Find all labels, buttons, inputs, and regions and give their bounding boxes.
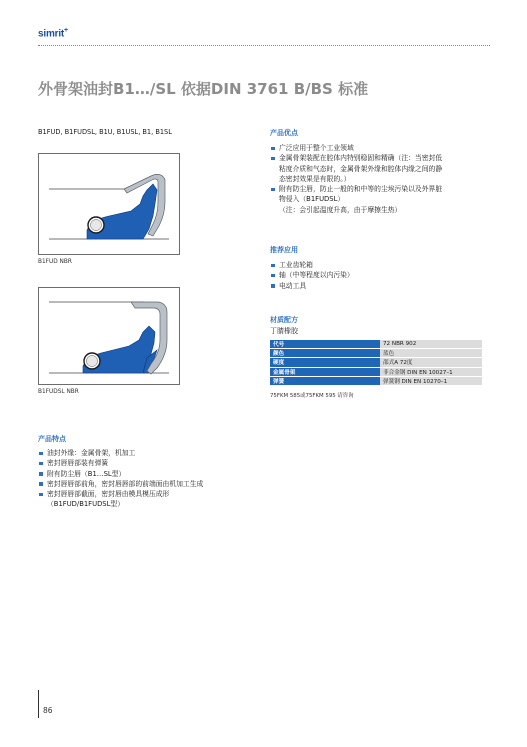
applications-list (270, 260, 500, 291)
applications-heading: 推荐应用 (270, 246, 298, 254)
list-item-continuation: 态密封效果是有限的。） (279, 174, 351, 183)
list-item: 附有防尘唇（B1…SL型） (38, 469, 298, 479)
table-row: 硬度 邵式A 72度 (270, 358, 482, 367)
figure-caption: B1FUD NBR (38, 259, 72, 265)
material-heading: 材质配方 (270, 316, 298, 324)
list-item-continuation: （B1FUD/B1FUDSL型） (47, 500, 124, 509)
list-item: 密封唇唇部前角，密封唇唇部的前端面由机加工生成 (38, 479, 298, 489)
features-list (38, 448, 298, 510)
list-item: 密封唇唇部装有弹簧 (38, 458, 298, 468)
advantages-heading: 产品优点 (270, 129, 298, 137)
page-title: 外骨架油封B1…/SL 依据DIN 3761 B/BS 标准 (38, 80, 369, 98)
list-item-continuation: 粘度介质和气态时，金属骨架外缘和腔体内缘之间的静 (279, 164, 443, 173)
variant-list: B1FUD, B1FUDSL, B1U, B1USL, B1, B1SL (38, 128, 172, 136)
table-row: 颜色 蓝色 (270, 349, 482, 358)
material-subtitle: 丁腈橡胶 (270, 327, 298, 335)
list-item: 轴（中等程度以内污染） (270, 270, 500, 280)
list-item-continuation: 物侵入（B1FUDSL） (279, 195, 345, 204)
figure-caption: B1FUDSL NBR (38, 389, 79, 395)
list-item: 密封唇唇部截面，密封唇由模具模压成形 (38, 489, 298, 499)
footer-rule (38, 690, 39, 718)
features-heading: 产品特点 (38, 435, 66, 443)
list-item: 工业齿轮箱 (270, 260, 500, 270)
list-item: 附有防尘唇，防止一般的和中等的尘埃污染以及外界脏 (270, 184, 500, 194)
header-rule (38, 45, 490, 46)
page-number: 86 (43, 706, 53, 715)
advantages-list (270, 143, 500, 215)
seal-figure-b1fud (38, 153, 180, 255)
seal-cross-section-b1fud-icon (39, 154, 179, 254)
table-row: 代号 72 NBR 902 (270, 340, 482, 349)
material-note: 75FKM 585或75FKM 595 请咨询 (270, 393, 354, 399)
brand-logo: simrit+ (38, 27, 68, 40)
table-row: 弹簧 弹簧钢 DIN EN 10270–1 (270, 376, 482, 385)
seal-cross-section-b1fudsl-icon (39, 288, 179, 384)
list-item: 油封外缘：金属骨架，机加工 (38, 448, 298, 458)
list-item: 电动工具 (270, 281, 500, 291)
table-row: 金属骨架 非合金钢 DIN EN 10027–1 (270, 367, 482, 376)
list-item: 广泛应用于整个工业领域 (270, 143, 500, 153)
seal-figure-b1fudsl (38, 287, 180, 385)
list-item-continuation: （注：会引起温度升高，由于摩擦生热） (279, 205, 402, 214)
list-item: 金属骨架装配在腔体内特别稳固和精确（注：当密封低 (270, 153, 500, 163)
material-table (270, 340, 482, 386)
